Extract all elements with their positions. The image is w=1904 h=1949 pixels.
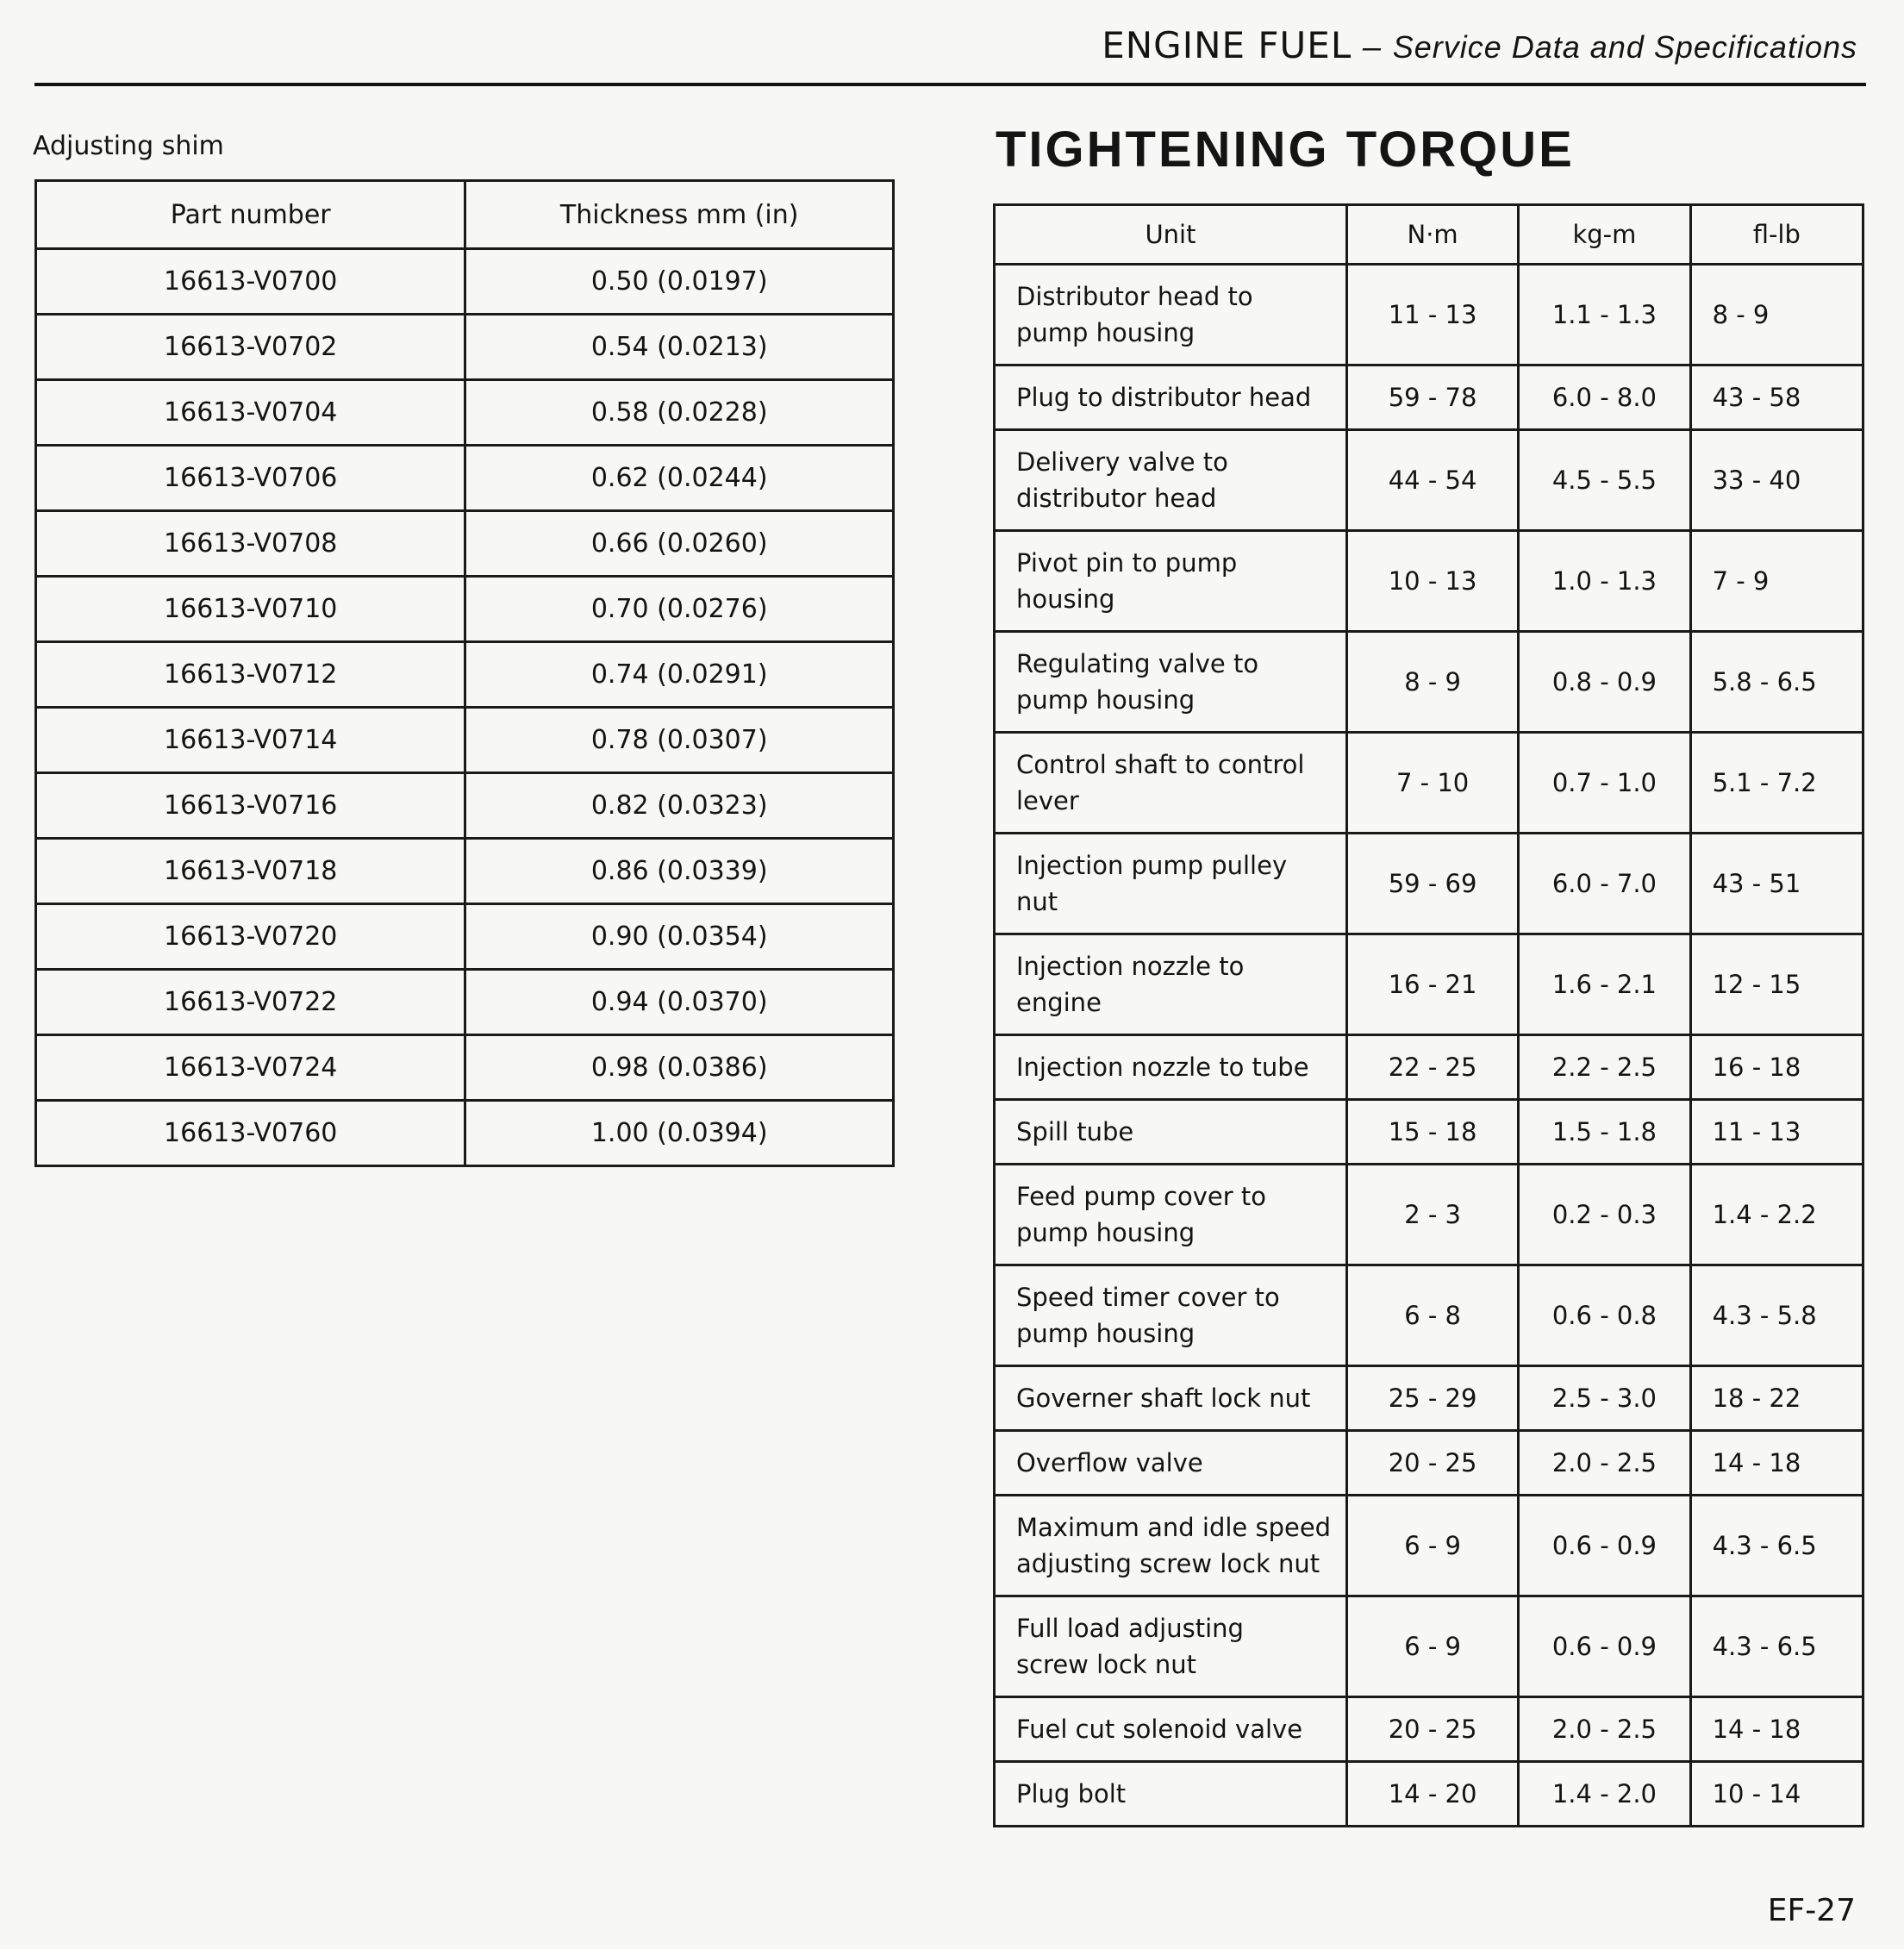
torque-nm: 7 - 10 bbox=[1346, 733, 1518, 834]
torque-unit-line: Full load adjusting bbox=[1016, 1614, 1244, 1643]
shim-thickness: 0.54 (0.0213) bbox=[465, 315, 894, 380]
shim-thickness: 0.58 (0.0228) bbox=[465, 380, 894, 446]
torque-unit bbox=[995, 733, 1347, 834]
torque-nm: 59 - 78 bbox=[1346, 365, 1518, 430]
torque-row bbox=[995, 1596, 1863, 1697]
shim-part-number: 16613-V0706 bbox=[36, 446, 465, 511]
shim-row bbox=[36, 773, 894, 839]
torque-unit-line: Injection pump pulley bbox=[1016, 851, 1288, 880]
torque-unit bbox=[995, 1431, 1347, 1496]
shim-row bbox=[36, 1101, 894, 1166]
torque-unit-line: pump housing bbox=[1016, 685, 1195, 715]
torque-col-kgm: kg-m bbox=[1519, 205, 1690, 265]
torque-kgm: 2.2 - 2.5 bbox=[1519, 1035, 1690, 1100]
shim-row bbox=[36, 315, 894, 380]
shim-col-part-number: Part number bbox=[36, 181, 465, 249]
adjusting-shim-caption: Adjusting shim bbox=[33, 131, 224, 161]
torque-row bbox=[995, 265, 1863, 365]
torque-unit bbox=[995, 1035, 1347, 1100]
torque-nm: 6 - 8 bbox=[1346, 1265, 1518, 1366]
shim-header-row bbox=[36, 181, 894, 249]
shim-row bbox=[36, 577, 894, 642]
torque-unit bbox=[995, 632, 1347, 733]
torque-unit-line: Speed timer cover to bbox=[1016, 1283, 1280, 1312]
torque-fllb: 43 - 51 bbox=[1690, 834, 1863, 934]
shim-row bbox=[36, 642, 894, 708]
torque-fllb: 11 - 13 bbox=[1690, 1100, 1863, 1165]
torque-unit bbox=[995, 430, 1347, 531]
torque-unit-line: Spill tube bbox=[1016, 1117, 1134, 1146]
torque-fllb: 5.1 - 7.2 bbox=[1690, 733, 1863, 834]
torque-fllb: 18 - 22 bbox=[1690, 1366, 1863, 1431]
torque-unit bbox=[995, 1265, 1347, 1366]
torque-unit-line: Control shaft to control bbox=[1016, 750, 1305, 779]
torque-fllb: 33 - 40 bbox=[1690, 430, 1863, 531]
torque-nm: 14 - 20 bbox=[1346, 1762, 1518, 1827]
torque-row bbox=[995, 365, 1863, 430]
shim-thickness: 0.70 (0.0276) bbox=[465, 577, 894, 642]
header-section: ENGINE FUEL bbox=[1102, 24, 1352, 66]
torque-unit-line: pump housing bbox=[1016, 1218, 1195, 1247]
torque-fllb: 1.4 - 2.2 bbox=[1690, 1165, 1863, 1265]
torque-row bbox=[995, 1100, 1863, 1165]
torque-fllb: 43 - 58 bbox=[1690, 365, 1863, 430]
tightening-torque-table bbox=[993, 203, 1864, 1827]
torque-nm: 15 - 18 bbox=[1346, 1100, 1518, 1165]
shim-thickness: 0.90 (0.0354) bbox=[465, 904, 894, 970]
torque-col-fllb: fl-lb bbox=[1690, 205, 1863, 265]
shim-part-number: 16613-V0704 bbox=[36, 380, 465, 446]
torque-kgm: 6.0 - 7.0 bbox=[1519, 834, 1690, 934]
shim-thickness: 0.62 (0.0244) bbox=[465, 446, 894, 511]
torque-kgm: 6.0 - 8.0 bbox=[1519, 365, 1690, 430]
torque-row bbox=[995, 632, 1863, 733]
torque-unit bbox=[995, 1596, 1347, 1697]
torque-row bbox=[995, 733, 1863, 834]
shim-part-number: 16613-V0700 bbox=[36, 249, 465, 315]
torque-unit-line: pump housing bbox=[1016, 318, 1195, 347]
torque-kgm: 2.0 - 2.5 bbox=[1519, 1431, 1690, 1496]
tightening-torque-title: TIGHTENING TORQUE bbox=[996, 122, 1575, 178]
torque-row bbox=[995, 1697, 1863, 1762]
torque-unit-line: nut bbox=[1016, 887, 1058, 916]
torque-unit bbox=[995, 1496, 1347, 1596]
torque-unit-line: screw lock nut bbox=[1016, 1650, 1197, 1679]
shim-thickness: 0.74 (0.0291) bbox=[465, 642, 894, 708]
torque-fllb: 14 - 18 bbox=[1690, 1431, 1863, 1496]
torque-fllb: 4.3 - 5.8 bbox=[1690, 1265, 1863, 1366]
torque-nm: 8 - 9 bbox=[1346, 632, 1518, 733]
torque-nm: 11 - 13 bbox=[1346, 265, 1518, 365]
torque-unit-line: engine bbox=[1016, 988, 1102, 1017]
torque-col-nm: N·m bbox=[1346, 205, 1518, 265]
torque-nm: 44 - 54 bbox=[1346, 430, 1518, 531]
shim-row bbox=[36, 249, 894, 315]
torque-row bbox=[995, 1035, 1863, 1100]
shim-thickness: 0.50 (0.0197) bbox=[465, 249, 894, 315]
shim-row bbox=[36, 839, 894, 904]
torque-kgm: 0.7 - 1.0 bbox=[1519, 733, 1690, 834]
torque-row bbox=[995, 1762, 1863, 1827]
torque-unit-line: distributor head bbox=[1016, 484, 1217, 513]
torque-kgm: 0.6 - 0.9 bbox=[1519, 1496, 1690, 1596]
shim-row bbox=[36, 970, 894, 1035]
shim-part-number: 16613-V0708 bbox=[36, 511, 465, 577]
torque-row bbox=[995, 834, 1863, 934]
torque-nm: 6 - 9 bbox=[1346, 1496, 1518, 1596]
torque-nm: 22 - 25 bbox=[1346, 1035, 1518, 1100]
torque-unit bbox=[995, 1165, 1347, 1265]
torque-unit-line: Feed pump cover to bbox=[1016, 1182, 1267, 1211]
torque-nm: 2 - 3 bbox=[1346, 1165, 1518, 1265]
page-header bbox=[34, 24, 1866, 86]
torque-unit bbox=[995, 531, 1347, 632]
torque-row bbox=[995, 934, 1863, 1035]
torque-row bbox=[995, 1366, 1863, 1431]
torque-fllb: 5.8 - 6.5 bbox=[1690, 632, 1863, 733]
torque-unit-line: lever bbox=[1016, 786, 1079, 815]
torque-fllb: 16 - 18 bbox=[1690, 1035, 1863, 1100]
torque-kgm: 1.5 - 1.8 bbox=[1519, 1100, 1690, 1165]
torque-unit-line: pump housing bbox=[1016, 1319, 1195, 1348]
torque-unit-line: adjusting screw lock nut bbox=[1016, 1549, 1320, 1578]
shim-part-number: 16613-V0712 bbox=[36, 642, 465, 708]
torque-unit-line: Pivot pin to pump bbox=[1016, 548, 1238, 578]
torque-row bbox=[995, 1165, 1863, 1265]
torque-unit-line: Regulating valve to bbox=[1016, 649, 1259, 678]
shim-col-thickness: Thickness mm (in) bbox=[465, 181, 894, 249]
shim-part-number: 16613-V0714 bbox=[36, 708, 465, 773]
header-dash: – bbox=[1362, 29, 1383, 66]
torque-header-row bbox=[995, 205, 1863, 265]
torque-unit-line: Fuel cut solenoid valve bbox=[1016, 1715, 1303, 1744]
torque-unit bbox=[995, 265, 1347, 365]
shim-thickness: 0.78 (0.0307) bbox=[465, 708, 894, 773]
torque-nm: 20 - 25 bbox=[1346, 1431, 1518, 1496]
torque-row bbox=[995, 1431, 1863, 1496]
shim-thickness: 0.66 (0.0260) bbox=[465, 511, 894, 577]
shim-part-number: 16613-V0760 bbox=[36, 1101, 465, 1166]
torque-kgm: 1.4 - 2.0 bbox=[1519, 1762, 1690, 1827]
shim-part-number: 16613-V0720 bbox=[36, 904, 465, 970]
torque-fllb: 7 - 9 bbox=[1690, 531, 1863, 632]
torque-nm: 25 - 29 bbox=[1346, 1366, 1518, 1431]
shim-thickness: 0.82 (0.0323) bbox=[465, 773, 894, 839]
shim-part-number: 16613-V0722 bbox=[36, 970, 465, 1035]
torque-kgm: 1.0 - 1.3 bbox=[1519, 531, 1690, 632]
torque-unit bbox=[995, 1697, 1347, 1762]
shim-part-number: 16613-V0716 bbox=[36, 773, 465, 839]
torque-unit-line: Overflow valve bbox=[1016, 1448, 1203, 1477]
shim-row bbox=[36, 446, 894, 511]
shim-thickness: 0.94 (0.0370) bbox=[465, 970, 894, 1035]
torque-unit-line: housing bbox=[1016, 584, 1115, 614]
torque-kgm: 1.6 - 2.1 bbox=[1519, 934, 1690, 1035]
shim-part-number: 16613-V0724 bbox=[36, 1035, 465, 1101]
torque-row bbox=[995, 1496, 1863, 1596]
torque-unit-line: Distributor head to bbox=[1016, 282, 1253, 311]
torque-nm: 20 - 25 bbox=[1346, 1697, 1518, 1762]
torque-unit bbox=[995, 834, 1347, 934]
torque-unit-line: Injection nozzle to bbox=[1016, 952, 1245, 981]
shim-row bbox=[36, 904, 894, 970]
torque-row bbox=[995, 1265, 1863, 1366]
torque-fllb: 8 - 9 bbox=[1690, 265, 1863, 365]
torque-unit bbox=[995, 1762, 1347, 1827]
torque-unit bbox=[995, 1366, 1347, 1431]
page-number: EF-27 bbox=[1767, 1893, 1856, 1928]
torque-kgm: 0.8 - 0.9 bbox=[1519, 632, 1690, 733]
shim-row bbox=[36, 380, 894, 446]
torque-fllb: 10 - 14 bbox=[1690, 1762, 1863, 1827]
torque-kgm: 2.0 - 2.5 bbox=[1519, 1697, 1690, 1762]
torque-col-unit: Unit bbox=[995, 205, 1347, 265]
shim-part-number: 16613-V0718 bbox=[36, 839, 465, 904]
torque-kgm: 0.6 - 0.8 bbox=[1519, 1265, 1690, 1366]
torque-row bbox=[995, 531, 1863, 632]
torque-unit bbox=[995, 1100, 1347, 1165]
torque-unit-line: Delivery valve to bbox=[1016, 447, 1228, 477]
shim-row bbox=[36, 511, 894, 577]
torque-unit-line: Plug bolt bbox=[1016, 1779, 1127, 1808]
shim-thickness: 0.86 (0.0339) bbox=[465, 839, 894, 904]
shim-thickness: 0.98 (0.0386) bbox=[465, 1035, 894, 1101]
torque-nm: 16 - 21 bbox=[1346, 934, 1518, 1035]
torque-fllb: 4.3 - 6.5 bbox=[1690, 1596, 1863, 1697]
torque-unit-line: Governer shaft lock nut bbox=[1016, 1384, 1311, 1413]
shim-part-number: 16613-V0702 bbox=[36, 315, 465, 380]
torque-fllb: 4.3 - 6.5 bbox=[1690, 1496, 1863, 1596]
shim-thickness: 1.00 (0.0394) bbox=[465, 1101, 894, 1166]
torque-row bbox=[995, 430, 1863, 531]
shim-part-number: 16613-V0710 bbox=[36, 577, 465, 642]
torque-unit bbox=[995, 934, 1347, 1035]
header-subtitle: Service Data and Specifications bbox=[1392, 29, 1857, 65]
torque-nm: 6 - 9 bbox=[1346, 1596, 1518, 1697]
torque-kgm: 1.1 - 1.3 bbox=[1519, 265, 1690, 365]
header-title bbox=[1102, 24, 1857, 66]
shim-row bbox=[36, 1035, 894, 1101]
torque-nm: 10 - 13 bbox=[1346, 531, 1518, 632]
torque-kgm: 0.6 - 0.9 bbox=[1519, 1596, 1690, 1697]
torque-fllb: 12 - 15 bbox=[1690, 934, 1863, 1035]
torque-unit bbox=[995, 365, 1347, 430]
torque-fllb: 14 - 18 bbox=[1690, 1697, 1863, 1762]
torque-unit-line: Injection nozzle to tube bbox=[1016, 1053, 1309, 1082]
adjusting-shim-table bbox=[34, 179, 895, 1167]
torque-nm: 59 - 69 bbox=[1346, 834, 1518, 934]
torque-kgm: 2.5 - 3.0 bbox=[1519, 1366, 1690, 1431]
torque-unit-line: Plug to distributor head bbox=[1016, 383, 1312, 412]
torque-kgm: 4.5 - 5.5 bbox=[1519, 430, 1690, 531]
shim-row bbox=[36, 708, 894, 773]
torque-kgm: 0.2 - 0.3 bbox=[1519, 1165, 1690, 1265]
torque-unit-line: Maximum and idle speed bbox=[1016, 1513, 1332, 1542]
